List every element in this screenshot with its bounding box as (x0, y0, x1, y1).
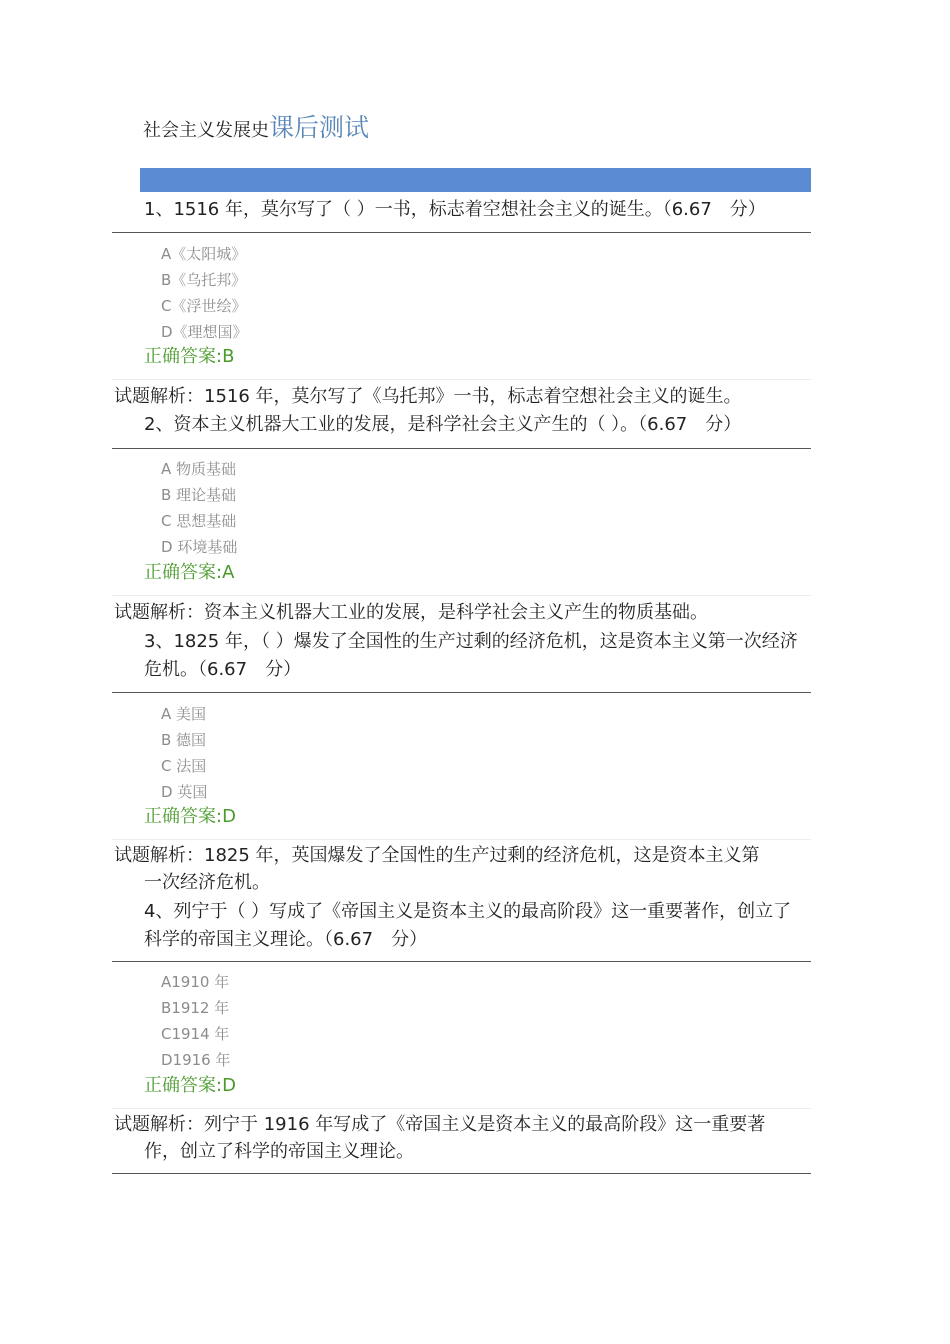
question-3-stem: 3、1825 年，（ ）爆发了全国性的生产过剩的经济危机，这是资本主义第一次经济危机。（6.67 分） (144, 631, 798, 680)
question-2-options (161, 456, 237, 560)
question-4-answer: 正确答案:D (144, 1075, 236, 1096)
answer-4-separator (112, 1108, 811, 1109)
answer-3-separator (112, 839, 811, 840)
question-3-analysis (114, 842, 804, 896)
question-2-answer: 正确答案:A (144, 562, 235, 583)
page-title (143, 108, 369, 144)
question-2-analysis (114, 599, 804, 626)
question-1-analysis (114, 383, 804, 410)
analysis-label: 试题解析： (114, 845, 204, 866)
question-4-divider (112, 961, 811, 962)
option-d[interactable]: D 环境基础 (161, 538, 238, 556)
option-a[interactable]: A 美国 (161, 705, 207, 723)
option-a[interactable]: A1910 年 (161, 973, 230, 991)
analysis-text-line-1: 列宁于 1916 年写成了《帝国主义是资本主义的最高阶段》这一重要著 (204, 1114, 766, 1135)
option-d[interactable]: D 英国 (161, 783, 208, 801)
analysis-text-line-2: 作，创立了科学的帝国主义理论。 (144, 1141, 414, 1162)
analysis-text: 1516 年，莫尔写了《乌托邦》一书，标志着空想社会主义的诞生。 (204, 386, 742, 407)
answer-2-separator (112, 595, 811, 596)
question-4-analysis (114, 1111, 804, 1165)
answer-1-separator (112, 379, 811, 380)
question-4-options (161, 969, 231, 1073)
analysis-text-line-1: 1825 年，英国爆发了全国性的生产过剩的经济危机，这是资本主义第 (204, 845, 760, 866)
option-c[interactable]: C 法国 (161, 757, 207, 775)
question-3-options (161, 701, 207, 805)
bottom-divider (112, 1173, 811, 1174)
option-b[interactable]: B1912 年 (161, 999, 230, 1017)
question-1-options (161, 241, 248, 345)
question-3-answer: 正确答案:D (144, 806, 236, 827)
analysis-label: 试题解析： (114, 1114, 204, 1135)
option-b[interactable]: B《乌托邦》 (161, 271, 247, 289)
analysis-text: 资本主义机器大工业的发展，是科学社会主义产生的物质基础。 (204, 602, 708, 623)
question-2-stem: 2、资本主义机器大工业的发展，是科学社会主义产生的（ ）。（6.67 分） (144, 414, 742, 435)
option-b[interactable]: B 德国 (161, 731, 207, 749)
option-a[interactable]: A 物质基础 (161, 460, 237, 478)
question-3-divider (112, 692, 811, 693)
option-c[interactable]: C《浮世绘》 (161, 297, 247, 315)
question-1-stem: 1、1516 年，莫尔写了（ ）一书，标志着空想社会主义的诞生。（6.67 分） (144, 199, 766, 220)
option-a[interactable]: A《太阳城》 (161, 245, 247, 263)
option-b[interactable]: B 理论基础 (161, 486, 237, 504)
analysis-text-line-2: 一次经济危机。 (144, 872, 270, 893)
option-d[interactable]: D1916 年 (161, 1051, 231, 1069)
option-c[interactable]: C 思想基础 (161, 512, 237, 530)
page-title-suffix: 课后测试 (269, 113, 370, 142)
question-4-stem: 4、列宁于（ ）写成了《帝国主义是资本主义的最高阶段》这一重要著作，创立了科学的帝国主义理论。（6.67 分） (144, 901, 792, 950)
option-d[interactable]: D《理想国》 (161, 323, 248, 341)
question-2-divider (112, 448, 811, 449)
header-bar (140, 168, 811, 192)
analysis-label: 试题解析： (114, 602, 204, 623)
question-1-divider (112, 232, 811, 233)
option-c[interactable]: C1914 年 (161, 1025, 230, 1043)
analysis-label: 试题解析： (114, 386, 204, 407)
page-title-prefix: 社会主义发展史 (143, 120, 269, 141)
question-1-answer: 正确答案:B (144, 346, 235, 367)
